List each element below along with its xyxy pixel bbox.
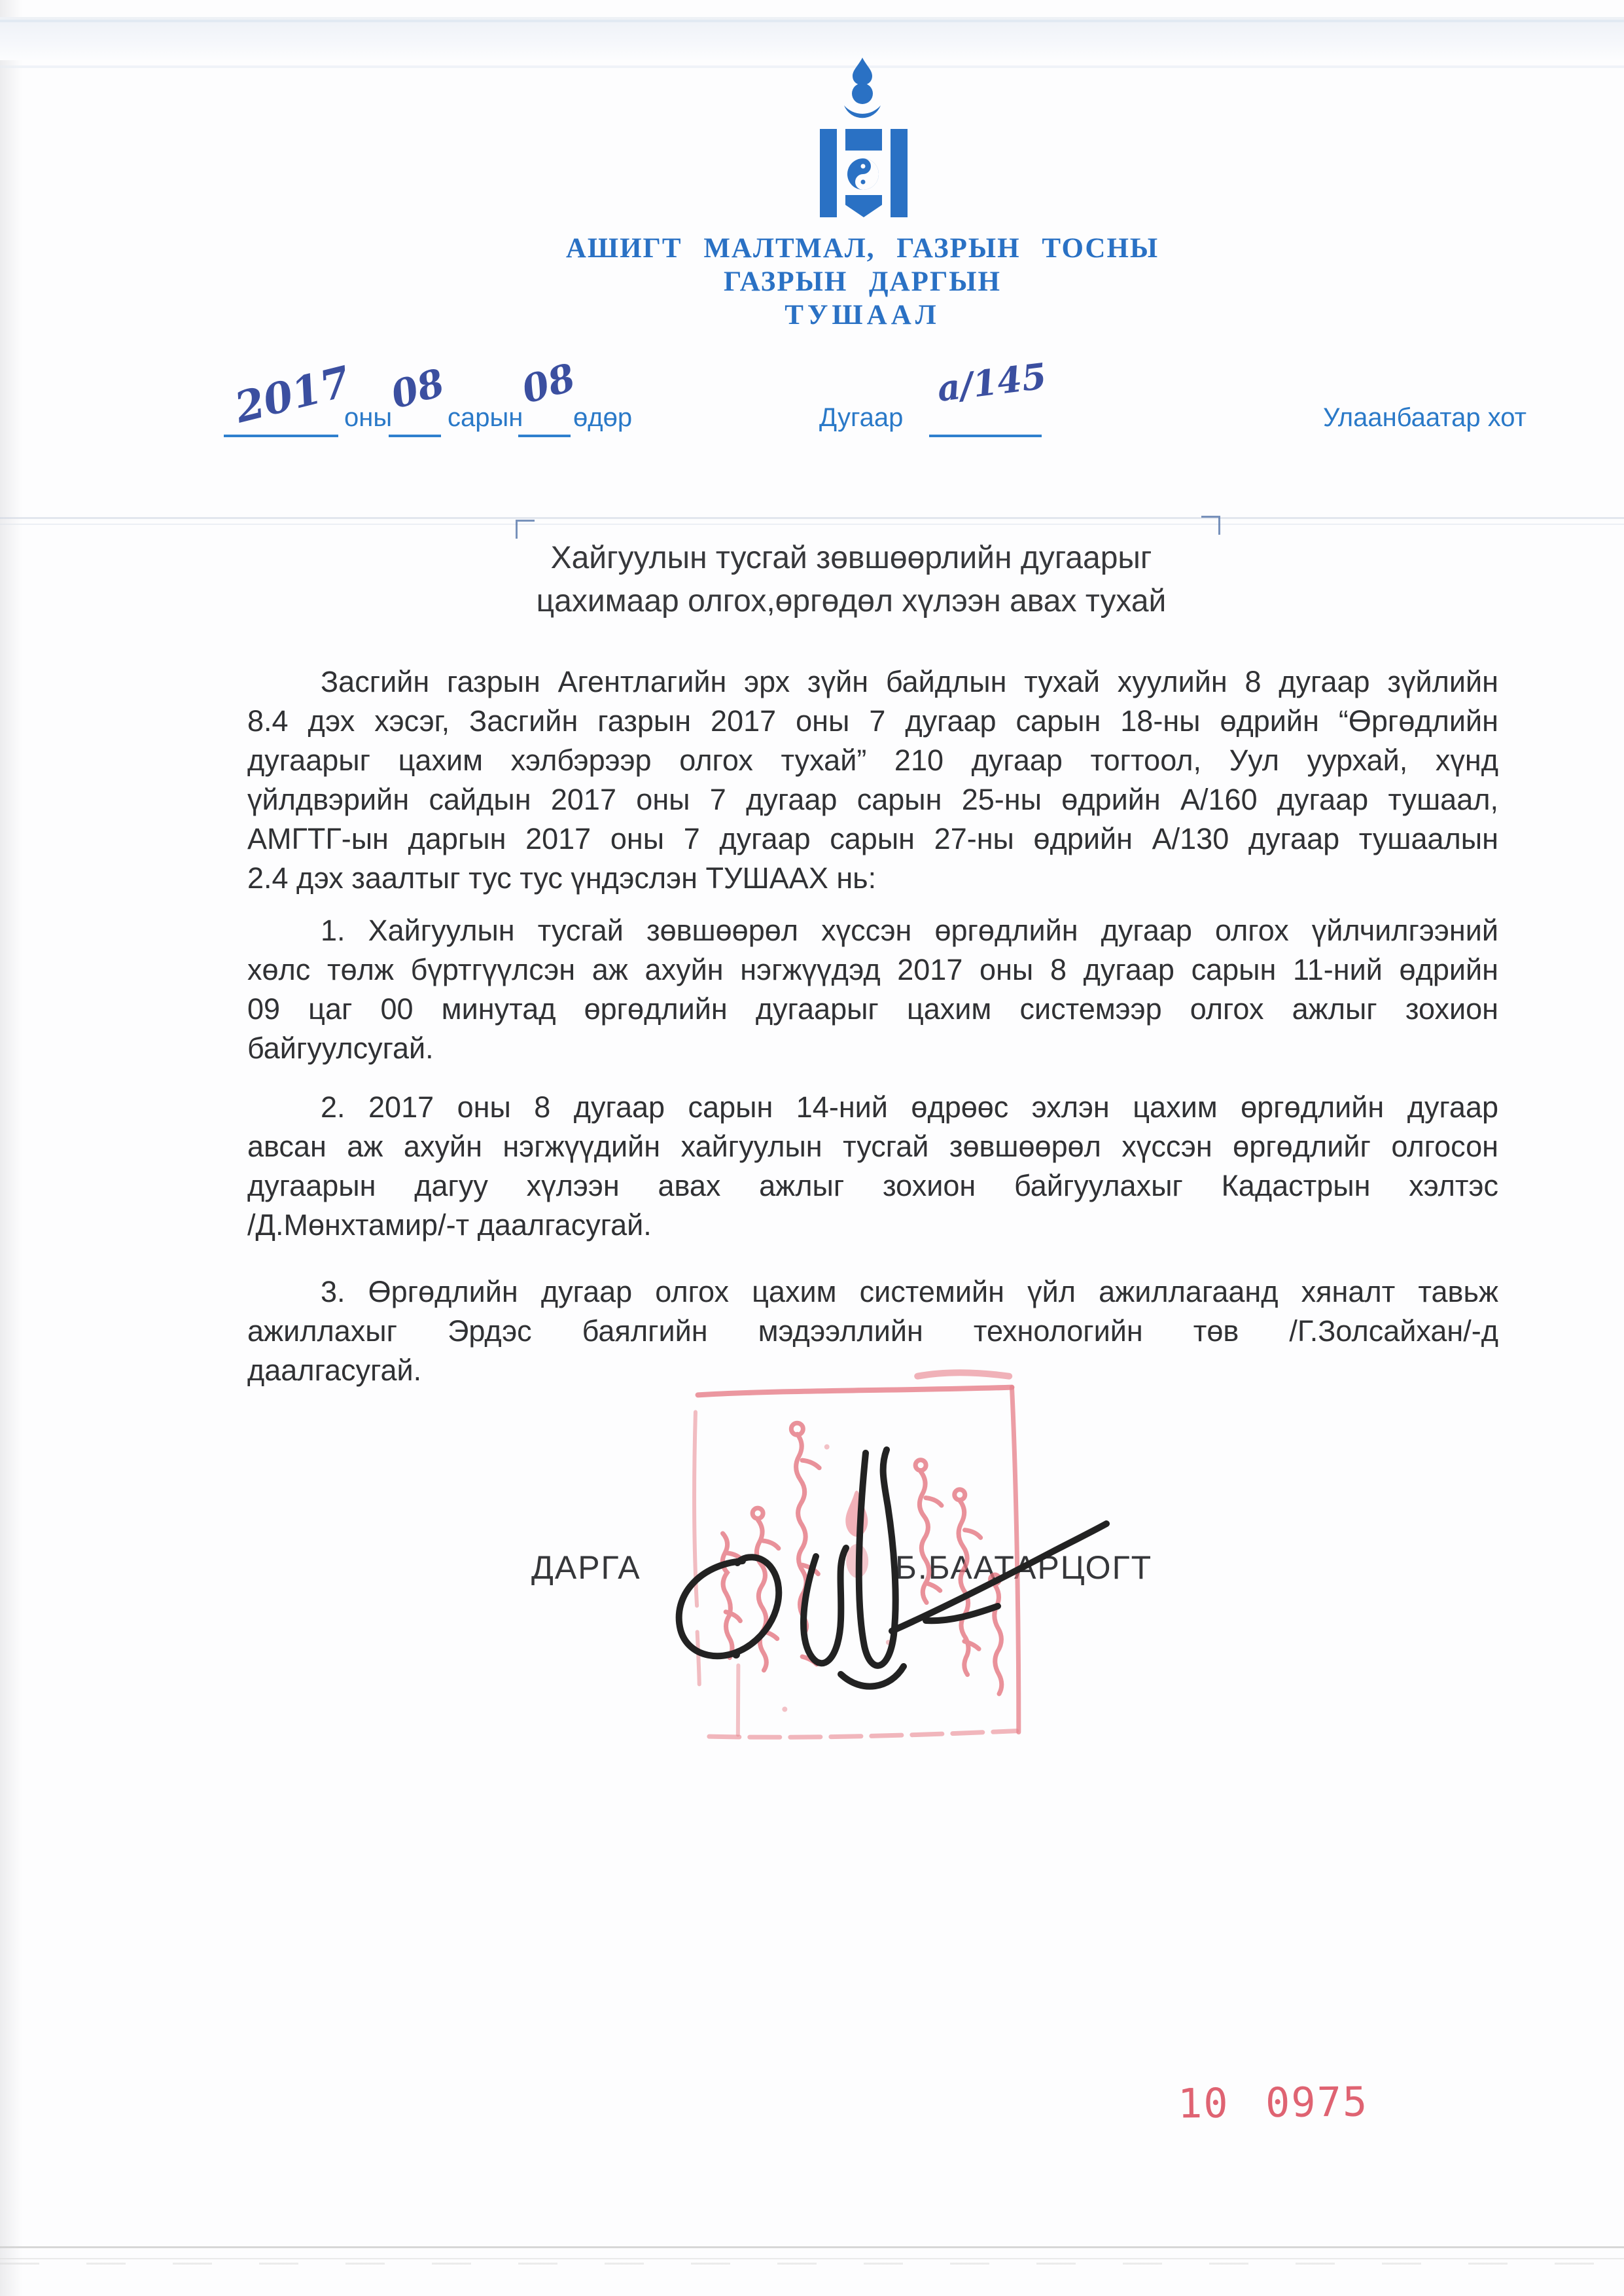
- order-item-1: [247, 911, 1498, 1068]
- year-label: оны: [344, 403, 393, 432]
- body-line: АМГТГ-ын даргын 2017 оны 7 дугаар сарын 27-ны өдрийн А/130 дугаар тушаалын: [247, 822, 1498, 855]
- day-blank-line: [518, 435, 571, 437]
- letterhead: [391, 232, 1333, 332]
- handwritten-year: 2017: [230, 357, 355, 433]
- number-label: Дугаар: [819, 403, 904, 432]
- crop-mark-right: [1201, 516, 1220, 535]
- handwritten-day: 08: [517, 355, 580, 412]
- scan-artifact-line: [0, 524, 1624, 525]
- city-label: Улаанбаатар хот: [1323, 403, 1527, 432]
- scan-artifact-line: [0, 517, 1624, 519]
- body-line: 8.4 дэх хэсэг, Засгийн газрын 2017 оны 7 дугаар сарын 18-ны өдрийн “Өргөдлийн: [247, 704, 1498, 738]
- order-item-2: [247, 1088, 1498, 1245]
- subject-title-line1: Хайгуулын тусгай зөвшөөрлийн дугаарыг: [550, 541, 1152, 575]
- scan-artifact-band: [0, 17, 1624, 60]
- document-type-label: ТУШААЛ: [785, 300, 940, 331]
- org-name-line2: ГАЗРЫН ДАРГЫН: [724, 266, 1001, 297]
- handwritten-month: 08: [386, 360, 450, 418]
- body-line: 09 цаг 00 минутад өргөдлийн дугаарыг цахим системээр олгох ажлыг зохион: [247, 992, 1498, 1026]
- scan-artifact-line: [0, 65, 1624, 68]
- body-line: 1. Хайгуулын тусгай зөвшөөрөл хүссэн өргөдлийн дугаар олгох үйлчилгээний: [321, 914, 1498, 947]
- body-line: даалгасугай.: [247, 1354, 422, 1387]
- scan-artifact-line: [0, 2246, 1624, 2248]
- scan-edge-shadow: [0, 0, 22, 2296]
- body-line: 2. 2017 оны 8 дугаар сарын 14-ний өдрөөс эхлэн цахим өргөдлийн дугаар: [321, 1090, 1498, 1124]
- body-line: байгуулсугай.: [247, 1031, 434, 1065]
- scan-artifact-line: [0, 20, 1624, 22]
- year-blank-line: [224, 435, 338, 437]
- handwritten-signature: [644, 1414, 1116, 1702]
- body-line: /Д.Мөнхтамир/-т даалгасугай.: [247, 1208, 652, 1242]
- body-line: 3. Өргөдлийн дугаар олгох цахим системийн үйл ажиллагаанд хяналт тавьж: [321, 1275, 1498, 1308]
- preamble-paragraph: [247, 662, 1498, 898]
- body-line: Засгийн газрын Агентлагийн эрх зүйн байдлын тухай хуулийн 8 дугаар зүйлийн: [321, 665, 1498, 698]
- handwritten-order-number: а/145: [934, 355, 1049, 410]
- document-subject-title: [354, 537, 1349, 623]
- signer-name: Б.БААТАРЦОГТ: [895, 1549, 1153, 1586]
- body-line: 2.4 дэх заалтыг тус тус үндэслэн ТУШААХ нь:: [247, 861, 877, 895]
- subject-title-line2: цахимаар олгох,өргөдөл хүлээн авах тухай: [536, 584, 1167, 619]
- body-line: дугаарын дагуу хүлээн авах ажлыг зохион байгуулахыг Кадастрын хэлтэс: [247, 1169, 1498, 1202]
- body-line: ажиллахыг Эрдэс баялгийн мэдээллийн технологийн төв /Г.Золсайхан/-д: [247, 1314, 1498, 1348]
- month-blank-line: [389, 435, 441, 437]
- month-label: сарын: [448, 403, 523, 432]
- scan-artifact-line: [0, 2258, 1624, 2259]
- scan-artifact-line: [0, 2263, 1624, 2265]
- registry-number-stamp: 10 0975: [1177, 2077, 1369, 2128]
- body-line: хөлс төлж бүртгүүлсэн аж ахуйн нэгжүүдэд 2017 оны 8 дугаар сарын 11-ний өдрийн: [247, 953, 1498, 986]
- signer-title-label: ДАРГА: [531, 1549, 641, 1586]
- soyombo-emblem-icon: [818, 56, 909, 219]
- day-label: өдөр: [573, 403, 633, 432]
- body-line: дугаарыг цахим хэлбэрээр олгох тухай” 210 дугаар тогтоол, Уул уурхай, хүнд: [247, 744, 1498, 777]
- org-name-line1: АШИГТ МАЛТМАЛ, ГАЗРЫН ТОСНЫ: [565, 233, 1159, 264]
- number-blank-line: [929, 435, 1042, 437]
- crop-mark-left: [516, 520, 535, 539]
- body-line: авсан аж ахуйн нэгжүүдийн хайгуулын тусгай зөвшөөрөл хүссэн өргөдлийг олгосон: [247, 1130, 1498, 1163]
- body-line: үйлдвэрийн сайдын 2017 оны 7 дугаар сарын 25-ны өдрийн А/160 дугаар тушаал,: [247, 783, 1498, 816]
